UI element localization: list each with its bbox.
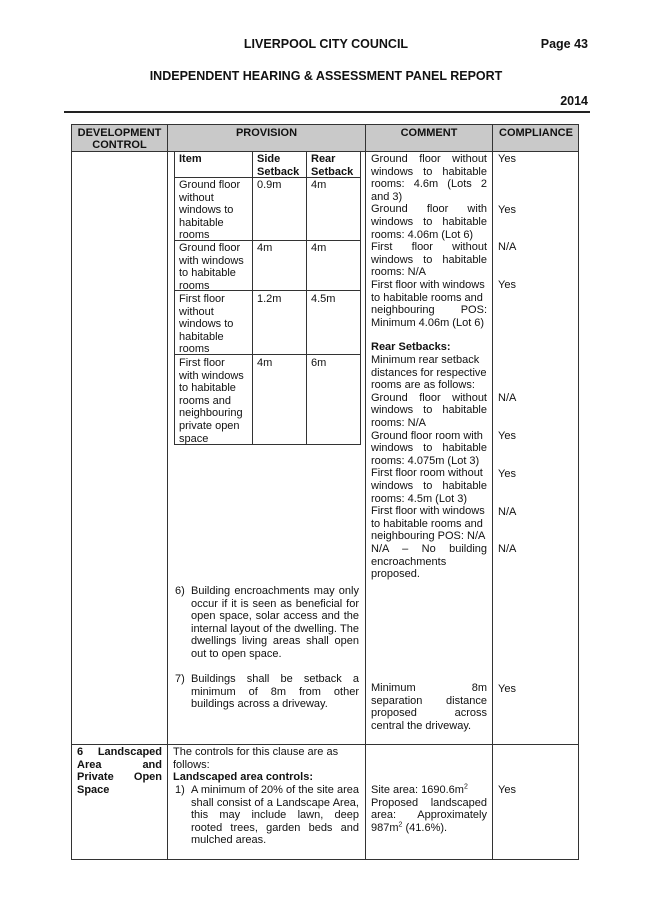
text-line: rooms are as follows: bbox=[371, 379, 475, 392]
column-divider bbox=[365, 124, 366, 860]
item-line: windows to bbox=[179, 318, 234, 331]
text-line: dwellings living areas shall open bbox=[191, 635, 359, 648]
item-line: to habitable bbox=[179, 267, 236, 280]
text-line: rooms: N/A bbox=[371, 266, 427, 279]
setback-header-side-line: Side bbox=[257, 153, 281, 165]
setback-col-divider bbox=[252, 151, 253, 445]
proposed-line: Proposed landscaped bbox=[371, 796, 487, 809]
setback-row-rear: 6m bbox=[311, 357, 327, 369]
text-line: rooms: 4.075m (Lot 3) bbox=[371, 454, 480, 467]
site-area-text: Site area: 1690.6m bbox=[371, 784, 464, 796]
provision-7-number: 7) bbox=[175, 673, 185, 685]
text-line: Ground floor without bbox=[371, 153, 487, 165]
setback-row-rear: 4m bbox=[311, 242, 327, 254]
compliance-value: Yes bbox=[498, 683, 516, 695]
text-line: Building encroachments may only bbox=[191, 585, 359, 597]
text-line: windows to habitable bbox=[371, 215, 487, 228]
text-line: First floor room without bbox=[371, 467, 483, 480]
compliance-value: Yes bbox=[498, 468, 516, 480]
setback-row-item bbox=[179, 179, 240, 242]
landscape-intro-line: The controls for this clause are as bbox=[173, 746, 339, 758]
rear-setbacks-heading: Rear Setbacks: bbox=[371, 341, 451, 353]
text-line: internal layout of the dwelling. The bbox=[191, 622, 359, 635]
text-line: First floor with windows bbox=[371, 278, 485, 291]
setback-header-rear bbox=[311, 153, 353, 178]
provision-6-number: 6) bbox=[175, 585, 185, 597]
item-line: Ground floor bbox=[179, 179, 241, 191]
text-line: rooms: 4.6m (Lots 2 bbox=[371, 178, 487, 191]
text-line: separation distance bbox=[371, 694, 487, 707]
text-line: Ground floor without bbox=[371, 391, 487, 404]
compliance-value: N/A bbox=[498, 543, 517, 555]
text-line: Minimum rear setback bbox=[371, 354, 480, 366]
superscript: 2 bbox=[463, 783, 468, 791]
item-line: without bbox=[179, 305, 214, 318]
text-line: to habitable rooms and bbox=[371, 291, 483, 304]
item-line: rooms bbox=[179, 229, 210, 242]
proposed-area-line bbox=[371, 822, 487, 835]
item-line: rooms bbox=[179, 343, 210, 356]
header-compliance: COMPLIANCE bbox=[499, 127, 573, 139]
text-line: rooms: 4.5m (Lot 3) bbox=[371, 492, 467, 505]
text-line: rooted trees, garden beds and bbox=[191, 821, 359, 834]
text-line: Space bbox=[77, 783, 110, 796]
setback-header-side-line: Setback bbox=[257, 165, 300, 178]
column-divider bbox=[492, 124, 493, 860]
text-line: distances for respective bbox=[371, 366, 487, 379]
text-line: to habitable rooms and bbox=[371, 517, 483, 530]
text-line: and 3) bbox=[371, 190, 403, 203]
item-line: windows to bbox=[179, 204, 234, 217]
text-line: neighbouring POS: N/A bbox=[371, 530, 486, 543]
provision-7-text bbox=[191, 673, 359, 711]
text-line: rooms: 4.06m (Lot 6) bbox=[371, 228, 474, 241]
setback-header-side bbox=[257, 153, 299, 178]
text-line: Private Open bbox=[77, 771, 162, 784]
report-year: 2014 bbox=[560, 94, 588, 108]
text-line: proposed. bbox=[371, 568, 420, 581]
text-line: windows to habitable bbox=[371, 442, 487, 455]
text-line: Minimum 4.06m (Lot 6) bbox=[371, 316, 485, 329]
superscript: 2 bbox=[398, 821, 403, 829]
setback-row-side: 4m bbox=[257, 357, 273, 369]
item-line: First floor bbox=[179, 293, 225, 305]
setback-row-rear: 4.5m bbox=[311, 293, 336, 305]
item-line: with windows bbox=[179, 254, 244, 267]
item-line: rooms and bbox=[179, 394, 231, 407]
setback-row-rear: 4m bbox=[311, 179, 327, 191]
setback-row-side: 4m bbox=[257, 242, 273, 254]
text-line: First floor without bbox=[371, 241, 487, 254]
compliance-value: N/A bbox=[498, 506, 517, 518]
council-name: LIVERPOOL CITY COUNCIL bbox=[243, 37, 409, 51]
site-area-line bbox=[371, 784, 487, 797]
proposed-area-percent: (41.6%). bbox=[402, 821, 448, 834]
text-line: occur if it is seen as beneficial for bbox=[191, 597, 359, 610]
text-line: 6 Landscaped bbox=[77, 746, 162, 758]
item-line: space bbox=[179, 432, 209, 445]
setback-row-side: 0.9m bbox=[257, 179, 282, 191]
item-line: with windows bbox=[179, 369, 244, 382]
setback-header-item: Item bbox=[179, 153, 202, 165]
text-line: windows to habitable bbox=[371, 479, 487, 492]
compliance-value: N/A bbox=[498, 392, 517, 404]
landscape-controls-heading: Landscaped area controls: bbox=[173, 771, 313, 783]
text-line: windows to habitable bbox=[371, 165, 487, 178]
setback-row-side: 1.2m bbox=[257, 293, 282, 305]
text-line: encroachments bbox=[371, 555, 447, 568]
text-line: A minimum of 20% of the site area bbox=[191, 784, 359, 796]
setback-row-item bbox=[179, 357, 244, 445]
text-line: out to open space. bbox=[191, 647, 282, 660]
text-line: buildings across a driveway. bbox=[191, 698, 328, 711]
setback-col-divider bbox=[306, 151, 307, 445]
comment-landscape bbox=[371, 784, 487, 834]
page-number: Page 43 bbox=[540, 37, 588, 51]
item-line: without bbox=[179, 191, 214, 204]
report-title: INDEPENDENT HEARING & ASSESSMENT PANEL REPORT bbox=[149, 69, 503, 83]
text-line: central the driveway. bbox=[371, 719, 472, 732]
landscape-intro bbox=[173, 746, 338, 771]
text-line: minimum of 8m from other bbox=[191, 685, 359, 698]
compliance-value: Yes bbox=[498, 153, 516, 165]
text-line: Ground floor room with bbox=[371, 429, 483, 442]
compliance-value: Yes bbox=[498, 784, 516, 796]
provision-6-text bbox=[191, 585, 359, 661]
comment-side-setbacks bbox=[371, 153, 487, 329]
header-comment: COMMENT bbox=[400, 127, 458, 139]
text-line: open space, solar access and the bbox=[191, 610, 359, 623]
control-landscaped-area bbox=[77, 746, 162, 796]
text-line: mulched areas. bbox=[191, 834, 267, 847]
compliance-value: N/A bbox=[498, 241, 517, 253]
setback-header-rear-line: Rear bbox=[311, 153, 336, 165]
text-line: this may include lawn, deep bbox=[191, 809, 359, 822]
landscape-item-number: 1) bbox=[175, 784, 185, 796]
text-line: Buildings shall be setback a bbox=[191, 673, 359, 685]
setback-row-item bbox=[179, 293, 233, 356]
header-provision: PROVISION bbox=[235, 127, 298, 139]
text-line: windows to habitable bbox=[371, 253, 487, 266]
text-line: First floor with windows bbox=[371, 505, 485, 518]
comment-separation bbox=[371, 682, 487, 732]
text-line: Area and bbox=[77, 758, 162, 771]
text-line: rooms: N/A bbox=[371, 416, 427, 429]
item-line: First floor bbox=[179, 357, 225, 369]
header-development-control: DEVELOPMENT CONTROL bbox=[77, 127, 162, 151]
compliance-value: Yes bbox=[498, 204, 516, 216]
compliance-value: Yes bbox=[498, 279, 516, 291]
text-line: Ground floor with bbox=[371, 203, 487, 216]
text-line: neighbouring POS: bbox=[371, 304, 487, 317]
landscape-item-text bbox=[191, 784, 359, 847]
item-line: habitable bbox=[179, 216, 224, 229]
setback-header-rear-line: Setback bbox=[311, 165, 354, 178]
item-line: habitable bbox=[179, 330, 224, 343]
item-line: to habitable bbox=[179, 382, 236, 395]
setback-row-item bbox=[179, 242, 244, 292]
header-rule bbox=[64, 111, 590, 113]
text-line: proposed across bbox=[371, 707, 487, 720]
item-line: Ground floor bbox=[179, 242, 241, 254]
landscape-intro-line: follows: bbox=[173, 758, 210, 771]
compliance-value: Yes bbox=[498, 430, 516, 442]
item-line: neighbouring bbox=[179, 407, 243, 420]
column-divider bbox=[167, 124, 168, 860]
item-line: rooms bbox=[179, 279, 210, 292]
text-line: windows to habitable bbox=[371, 404, 487, 417]
proposed-line: area: Approximately bbox=[371, 809, 487, 822]
text-line: shall consist of a Landscape Area, bbox=[191, 796, 359, 809]
text-line: N/A – No building bbox=[371, 542, 487, 555]
comment-rear-setbacks bbox=[371, 354, 487, 581]
item-line: private open bbox=[179, 419, 240, 432]
proposed-area-value: 987m bbox=[371, 821, 399, 834]
text-line: Minimum 8m bbox=[371, 682, 487, 694]
row-divider bbox=[71, 744, 579, 745]
